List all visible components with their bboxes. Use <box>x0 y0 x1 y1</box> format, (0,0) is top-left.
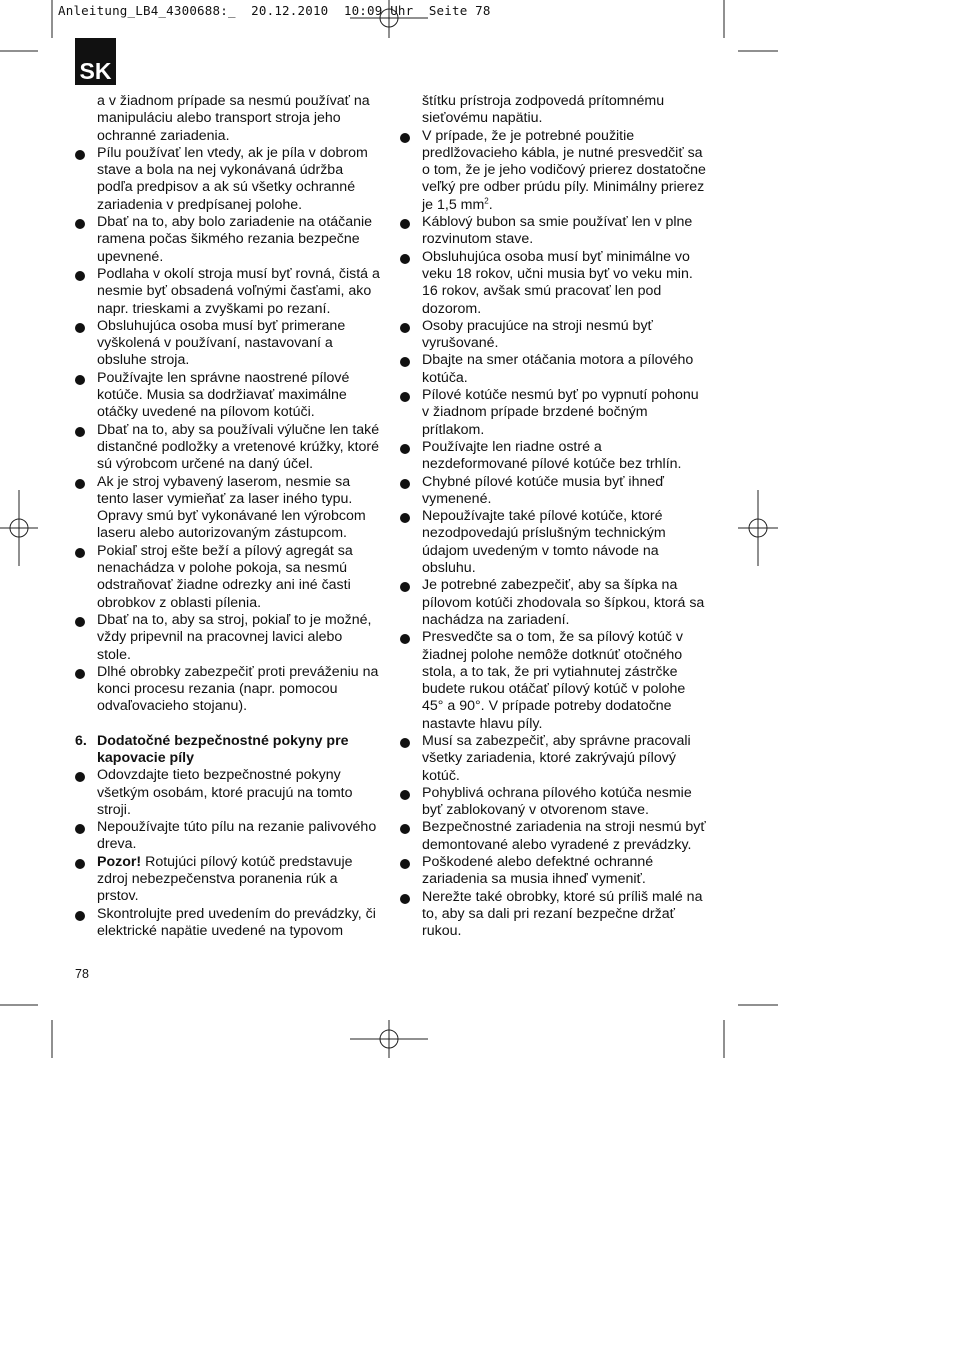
bullet-icon <box>75 669 85 679</box>
list-item: Chybné pílové kotúče musia byť ihneď vymenené. <box>400 474 706 509</box>
list-item: Káblový bubon sa smie používať len v plne rozvinutom stave. <box>400 214 706 249</box>
list-item: Dbať na to, aby sa stroj, pokiaľ to je možné, vždy pripevnil na pracovnej lavici alebo stole. <box>75 612 380 664</box>
section-number: 6. <box>75 732 87 749</box>
bullet-icon <box>400 444 410 454</box>
list-item: Musí sa zabezpečiť, aby správne pracovali všetky zariadenia, ktoré zakrývajú pílový kotúč. <box>400 733 706 785</box>
warning-item <box>75 854 380 906</box>
list-item: Dbať na to, aby bolo zariadenie na otáčanie ramena počas šikmého rezania bezpečne upevnené. <box>75 214 380 266</box>
warning-text: Rotujúci pílový kotúč predstavuje zdroj nebezpečenstva poranenia rúk a prstov. <box>97 853 353 905</box>
right-column <box>400 93 706 941</box>
print-slug-header: Anleitung_LB4_4300688:_ 20.12.2010 10:09 Uhr Seite 78 <box>58 3 491 18</box>
section-title: Dodatočné bezpečnostné pokyny pre kapovacie píly <box>97 732 349 766</box>
list-item: Nerežte také obrobky, ktoré sú príliš malé na to, aby sa dali pri rezaní bezpečne držať rukou. <box>400 889 706 941</box>
bullet-icon <box>400 219 410 229</box>
list-item: Pohyblivá ochrana pílového kotúča nesmie byť zablokovaný v otvorenom stave. <box>400 785 706 820</box>
list-item: Dbať na to, aby sa používali výlučne len také distančné podložky a vretenové krúžky, ktoré sú výrobcom určené na daný účel. <box>75 422 380 474</box>
bullet-icon <box>75 824 85 834</box>
list-item: Používajte len správne naostrené pílové kotúče. Musia sa dodržiavať maximálne otáčky uvedené na pílovom kotúči. <box>75 370 380 422</box>
list-item: Osoby pracujúce na stroji nesmú byť vyrušované. <box>400 318 706 353</box>
bullet-icon <box>75 375 85 385</box>
list-item: Odovzdajte tieto bezpečnostné pokyny všetkým osobám, ktoré pracujú na tomto stroji. <box>75 767 380 819</box>
page-number: 78 <box>75 967 89 981</box>
list-item: Pokiaľ stroj ešte beží a pílový agregát sa nenachádza v polohe pokoja, sa nesmú odstraňovať žiadne odrezky ani iné časti obrobkov z oblasti pílenia. <box>75 543 380 612</box>
list-item: Presvedčte sa o tom, že sa pílový kotúč v žiadnej polohe nemôže dotknúť otočného stola, a to tak, že pri vytiahnutej zástrčke budete rukou otáčať pílový kotúč v polohe 45° a 90°. V prípade potreby dodatočne nastavte hlavu píly. <box>400 629 706 733</box>
language-badge <box>75 38 116 85</box>
warning-label: Pozor! <box>97 853 142 870</box>
bullet-icon <box>75 219 85 229</box>
bullet-icon <box>75 548 85 558</box>
list-item: Pílu používať len vtedy, ak je píla v dobrom stave a bola na nej vykonávaná údržba podľa predpisov a ak sú všetky ochranné zariadenia v predpísanej polohe. <box>75 145 380 214</box>
list-item: Je potrebné zabezpečiť, aby sa šípka na pílovom kotúči zhodovala so šípkou, ktorá sa nachádza na zariadení. <box>400 577 706 629</box>
bullet-icon <box>400 824 410 834</box>
list-item: Poškodené alebo defektné ochranné zariadenia sa musia ihneď vymeniť. <box>400 854 706 889</box>
bullet-icon <box>75 479 85 489</box>
list-item: Podlaha v okolí stroja musí byť rovná, čistá a nesmie byť obsadená voľnými časťami, ako napr. trieskami a zvyškami po rezaní. <box>75 266 380 318</box>
section-heading <box>75 733 380 768</box>
bullet-icon <box>75 859 85 869</box>
bullet-icon <box>400 254 410 264</box>
left-intro-text: a v žiadnom prípade sa nesmú používať na manipuláciu alebo transport stroja jeho ochranné zariadenia. <box>97 93 370 144</box>
list-item: Bezpečnostné zariadenia na stroji nesmú byť demontované alebo vyradené z prevádzky. <box>400 819 706 854</box>
bullet-icon <box>400 634 410 644</box>
bullet-icon <box>400 738 410 748</box>
language-code: SK <box>79 58 112 84</box>
bullet-icon <box>400 894 410 904</box>
list-item: Nepoužívajte túto pílu na rezanie palivového dreva. <box>75 819 380 854</box>
bullet-icon <box>75 427 85 437</box>
bullet-icon <box>400 479 410 489</box>
bullet-icon <box>400 859 410 869</box>
bullet-icon <box>400 357 410 367</box>
list-item: Obsluhujúca osoba musí byť primerane vyškolená v používaní, nastavovaní a obsluhe stroja. <box>75 318 380 370</box>
left-column <box>75 93 380 940</box>
list-item: Obsluhujúca osoba musí byť minimálne vo veku 18 rokov, učni musia byť vo veku min. 16 rokov, avšak smú pracovať len pod dozorom. <box>400 249 706 318</box>
bullet-icon <box>75 271 85 281</box>
bullet-icon <box>400 790 410 800</box>
right-intro-text: štítku prístroja zodpovedá prítomnému sieťovému napätiu. <box>422 93 665 127</box>
list-item: Pílové kotúče nesmú byť po vypnutí pohonu v žiadnom prípade brzdené bočným prítlakom. <box>400 387 706 439</box>
bullet-icon <box>400 392 410 402</box>
list-item: Skontrolujte pred uvedením do prevádzky, či elektrické napätie uvedené na typovom <box>75 906 380 941</box>
list-item: Nepoužívajte také pílové kotúče, ktoré nezodpovedajú príslušným technickým údajom uvedeným v tomto návode na obsluhu. <box>400 508 706 577</box>
bullet-icon <box>75 150 85 160</box>
list-item: V prípade, že je potrebné použitie predlžovacieho kábla, je nutné presvedčiť sa o tom, že je jeho vodičový prierez dostatočne veľký pre odber prúdu píly. Minimálny prierez je 1,5 $mm^2$. <box>400 128 706 214</box>
list-item: Dbajte na smer otáčania motora a pílového kotúča. <box>400 352 706 387</box>
list-item: Dlhé obrobky zabezpečiť proti preváženiu na konci procesu rezania (napr. pomocou odvaľovacieho stojanu). <box>75 664 380 716</box>
bullet-icon <box>75 911 85 921</box>
bullet-icon <box>75 617 85 627</box>
bullet-icon <box>400 133 410 143</box>
bullet-icon <box>400 323 410 333</box>
bullet-icon <box>75 323 85 333</box>
bullet-icon <box>400 513 410 523</box>
bullet-icon <box>400 582 410 592</box>
list-item: Ak je stroj vybavený laserom, nesmie sa tento laser vymieňať za laser iného typu. Opravy smú byť vykonávané len výrobcom laseru alebo autorizovaným zástupcom. <box>75 474 380 543</box>
bullet-icon <box>75 772 85 782</box>
superscript: 2 <box>484 196 489 206</box>
list-item: Používajte len riadne ostré a nezdeformované pílové kotúče bez trhlín. <box>400 439 706 474</box>
